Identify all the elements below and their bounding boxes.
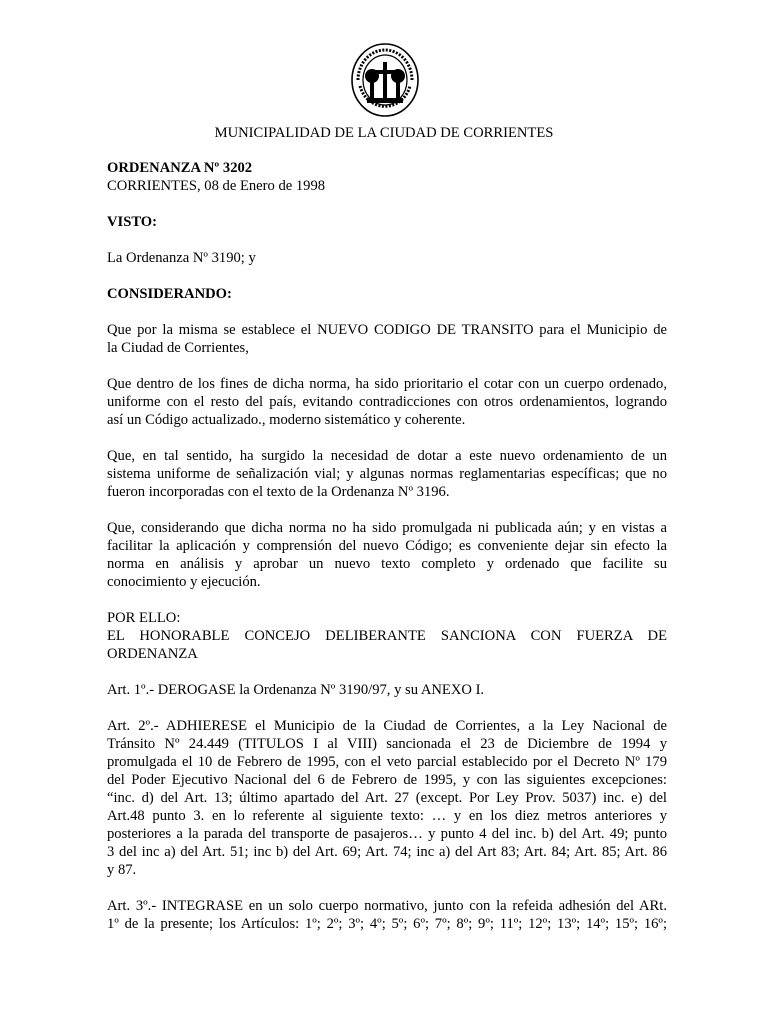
ordenanza-line: ORDENANZA	[107, 646, 198, 662]
paragraph-line: Que, considerando que dicha norma no ha sido promulgada ni publicada aún; y en vistas a	[107, 520, 667, 536]
paragraph-1	[107, 321, 667, 357]
ordinance-number: ORDENANZA Nº 3202	[107, 160, 253, 176]
paragraph-line: fueron incorporadas con el texto de la Ordenanza Nº 3196.	[107, 484, 450, 500]
article-line: “inc. d) del Art. 13; último apartado del Art. 27 (except. Por Ley Prov. 5037) inc. e) del	[107, 790, 667, 806]
article-2	[107, 717, 667, 879]
article-1	[107, 681, 667, 699]
paragraph-line: norma en análisis y aprobar un nuevo texto completo y ordenado que facilite su	[107, 556, 667, 572]
paragraph-line: Que dentro de los fines de dicha norma, ha sido prioritario el cotar con un cuerpo ordenado,	[107, 376, 667, 392]
paragraph-line: la Ciudad de Corrientes,	[107, 340, 249, 356]
visto-text: La Ordenanza Nº 3190; y	[107, 250, 256, 266]
article-3	[107, 897, 667, 933]
article-line: Art. 2º.- ADHIERESE el Municipio de la Ciudad de Corrientes, a la Ley Nacional de	[107, 718, 667, 734]
paragraph-line: Que por la misma se establece el NUEVO CODIGO DE TRANSITO para el Municipio de	[107, 322, 667, 338]
article-line: Art.48 punto 3. en lo referente al siguiente texto: … y en los diez metros anteriores y	[107, 808, 667, 824]
article-line: posteriores a la parada del transporte de pasajeros… y punto 4 del inc. b) del Art. 49; punto	[107, 826, 667, 842]
article-line: 1º de la presente; los Artículos: 1º; 2º; 3º; 4º; 5º; 6º; 7º; 8º; 9º; 11º; 12º; 13º; 14º; 15º; 16º;	[107, 916, 667, 932]
paragraph-4	[107, 519, 667, 591]
document-body	[107, 159, 667, 933]
municipal-seal-icon	[350, 42, 420, 118]
article-line: Art. 1º.- DEROGASE la Ordenanza Nº 3190/97, y su ANEXO I.	[107, 682, 485, 698]
article-line: Art. 3º.- INTEGRASE en un solo cuerpo normativo, junto con la refeida adhesión del ARt.	[107, 898, 667, 914]
article-line: 3 del inc a) del Art. 51; inc b) del Art. 69; Art. 74; inc a) del Art 83; Art. 84; Art. 85; Art. 86	[107, 844, 667, 860]
por-ello-line: POR ELLO:	[107, 610, 181, 626]
paragraph-line: facilitar la aplicación y comprensión del nuevo Código; es conveniente dejar sin efecto la	[107, 538, 667, 554]
paragraph-line: así un Código actualizado., moderno sistemático y coherente.	[107, 412, 466, 428]
article-line: del Poder Ejecutivo Nacional del 6 de Febrero de 1995, y con las siguientes excepciones:	[107, 772, 667, 788]
article-line: y 87.	[107, 862, 137, 878]
paragraph-line: Que, en tal sentido, ha surgido la necesidad de dotar a este nuevo ordenamiento de un	[107, 448, 667, 464]
por-ello-block	[107, 609, 667, 663]
paragraph-3	[107, 447, 667, 501]
visto-heading: VISTO:	[107, 214, 158, 230]
article-line: Tránsito Nº 24.449 (TITULOS I al VIII) sancionada el 23 de Diciembre de 1994 y	[107, 736, 667, 752]
paragraph-2	[107, 375, 667, 429]
organization-name: MUNICIPALIDAD DE LA CIUDAD DE CORRIENTES	[214, 125, 554, 141]
sanciona-line: EL HONORABLE CONCEJO DELIBERANTE SANCIONA CON FUERZA DE	[107, 628, 667, 644]
paragraph-line: sistema uniforme de señalización vial; y algunas normas reglamentarias específicas; que no	[107, 466, 667, 482]
article-line: promulgada el 10 de Febrero de 1995, con el veto parcial establecido por el Decreto Nº 179	[107, 754, 667, 770]
considerando-heading: CONSIDERANDO:	[107, 286, 232, 302]
place-date: CORRIENTES, 08 de Enero de 1998	[107, 178, 326, 194]
paragraph-line: uniforme con el resto del país, evitando contradicciones con otros ordenamientos, logrando	[107, 394, 667, 410]
paragraph-line: conocimiento y ejecución.	[107, 574, 261, 590]
